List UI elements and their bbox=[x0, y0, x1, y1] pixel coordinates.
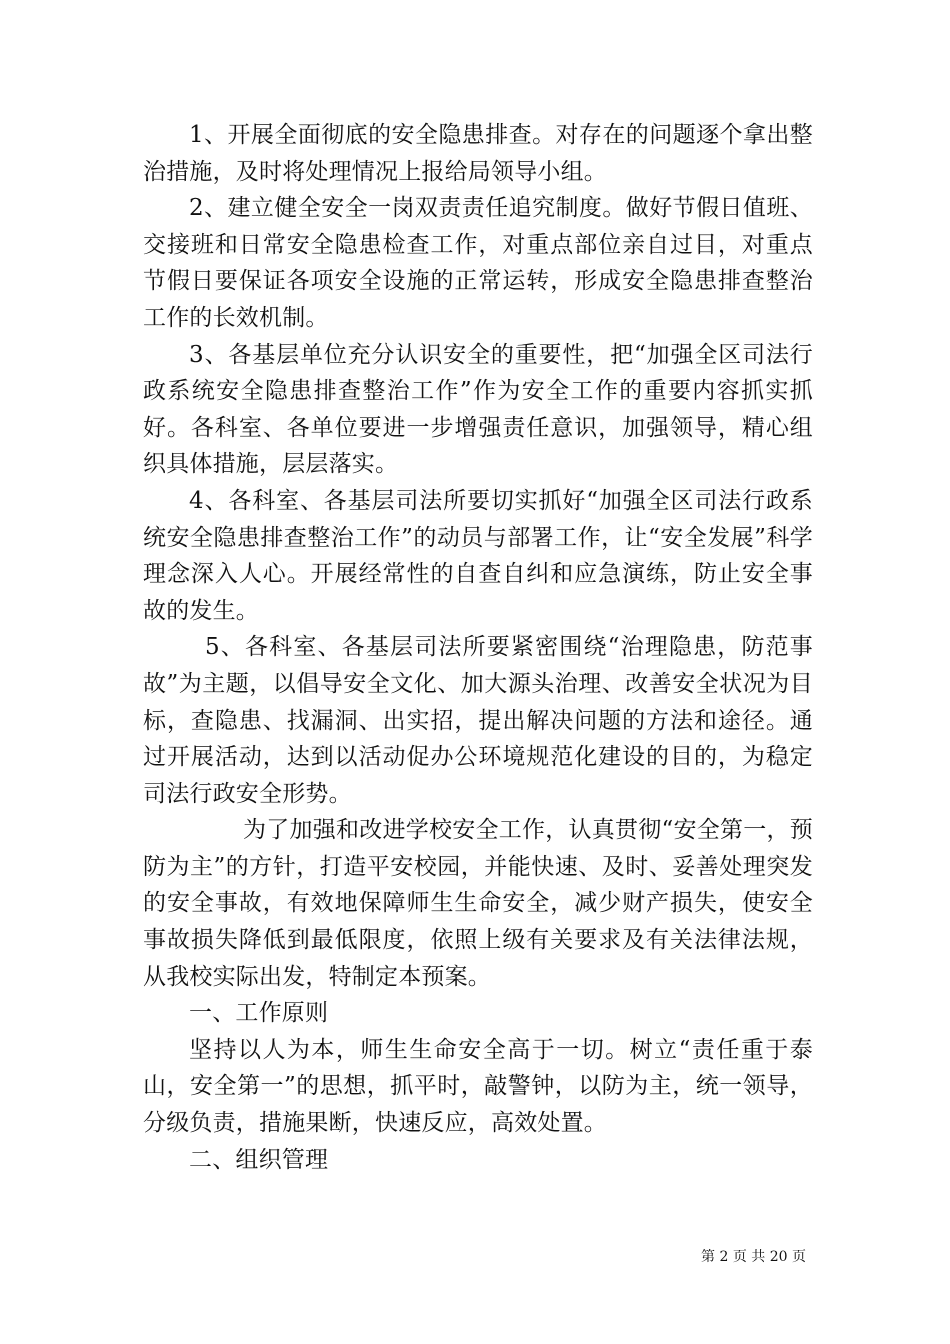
section-heading-principles: 一、工作原则 bbox=[189, 1000, 329, 1027]
paragraph-item-1: 1、开展全面彻底的安全隐患排查。对存在的问题逐个拿出整治措施，及时将处理情况上报给局领导小组。 bbox=[143, 122, 813, 185]
section-heading-organization: 二、组织管理 bbox=[189, 1146, 329, 1173]
page-number: 第 2 页 共 20 页 bbox=[701, 1249, 806, 1265]
paragraph-item-3: 3、各基层单位充分认识安全的重要性，把“加强全区司法行政系统安全隐患排查整治工作”作为安全工作的重要内容抓实抓好。各科室、各单位要进一步增强责任意识，加强领导，精心组织具体措施，层层落实。 bbox=[143, 341, 813, 478]
paragraph-item-5: 5、各科室、各基层司法所要紧密围绕“治理隐患，防范事故”为主题，以倡导安全文化、加大源头治理、改善安全状况为目标，查隐患、找漏洞、出实招，提出解决问题的方法和途径。通过开展活动，达到以活动促办公环境规范化建设的目的，为稳定司法行政安全形势。 bbox=[143, 634, 813, 807]
paragraph-principles: 坚持以人为本，师生生命安全高于一切。树立“责任重于泰山，安全第一”的思想，抓平时，敲警钟，以防为主，统一领导，分级负责，措施果断，快速反应，高效处置。 bbox=[143, 1036, 813, 1137]
paragraph-preface: 为了加强和改进学校安全工作，认真贯彻“安全第一，预防为主”的方针，打造平安校园，并能快速、及时、妥善处理突发的安全事故，有效地保障师生生命安全，减少财产损失，使安全事故损失降低到最低限度，依照上级有关要求及有关法律法规，从我校实际出发，特制定本预案。 bbox=[143, 817, 813, 990]
paragraph-item-4: 4、各科室、各基层司法所要切实抓好“加强全区司法行政系统安全隐患排查整治工作”的动员与部署工作，让“安全发展”科学理念深入人心。开展经常性的自查自纠和应急演练，防止安全事故的发生。 bbox=[143, 487, 813, 624]
document-body bbox=[143, 117, 813, 1178]
paragraph-item-2: 2、建立健全安全一岗双责责任追究制度。做好节假日值班、交接班和日常安全隐患检查工作，对重点部位亲自过目，对重点节假日要保证各项安全设施的正常运转，形成安全隐患排查整治工作的长效机制。 bbox=[143, 195, 813, 331]
